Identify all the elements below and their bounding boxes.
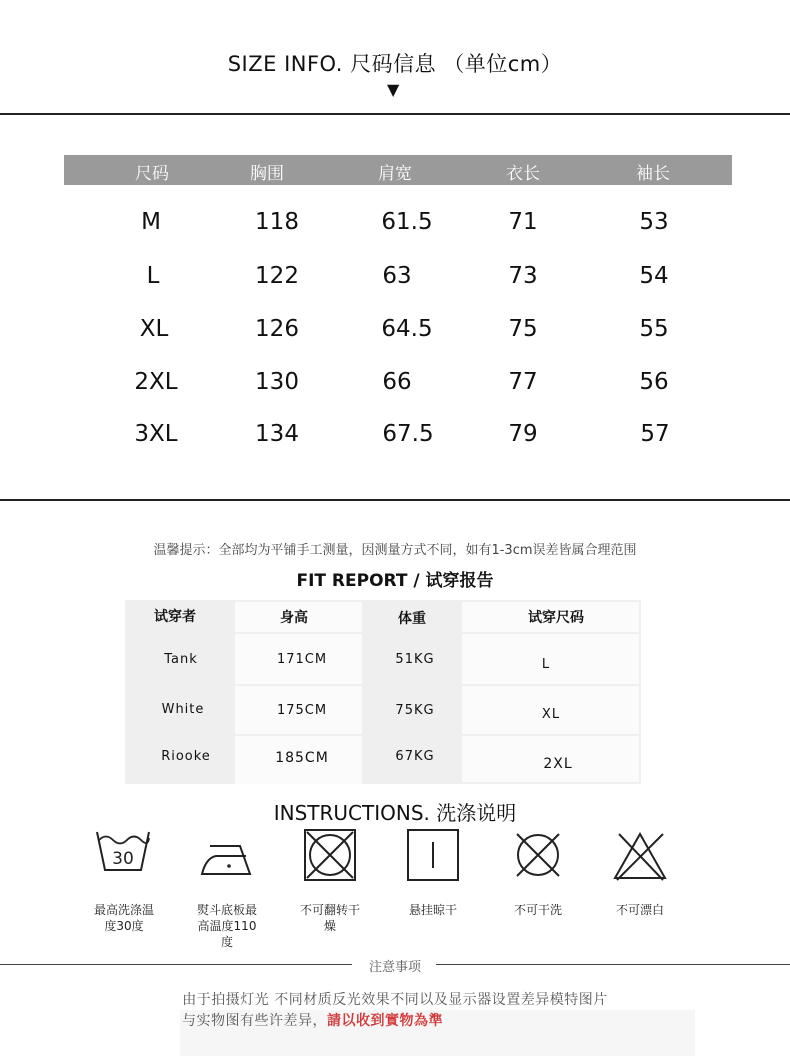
chest-cell: 122 — [255, 263, 299, 289]
table-row — [0, 316, 790, 356]
tester-weight: 51KG — [395, 652, 435, 667]
tester-size: 2XL — [543, 756, 573, 772]
divider-top — [0, 113, 790, 115]
shoulder-cell: 64.5 — [381, 316, 433, 342]
table-row — [0, 421, 790, 461]
header-height: 身高 — [280, 610, 308, 626]
care-label: 熨斗底板最高温度110度 — [196, 903, 257, 949]
tester-name: Tank — [164, 652, 198, 667]
tester-name: White — [161, 702, 205, 717]
line-dry-icon — [406, 828, 462, 884]
size-cell: 3XL — [134, 421, 178, 447]
size-table-header — [64, 155, 732, 185]
sleeve-cell: 56 — [639, 369, 669, 395]
size-cell: XL — [139, 316, 169, 342]
table-row — [0, 263, 790, 303]
chest-cell: 134 — [255, 421, 299, 447]
chest-cell: 130 — [255, 369, 299, 395]
header-weight: 体重 — [398, 611, 426, 627]
chest-cell: 118 — [255, 209, 299, 235]
size-cell: M — [141, 209, 161, 235]
table-row — [0, 369, 790, 409]
measurement-tip: 温馨提示：全部均为平铺手工测量，因测量方式不同，如有1-3cm误差皆属合理范围 — [153, 543, 637, 558]
size-cell: 2XL — [134, 369, 178, 395]
length-cell: 79 — [508, 421, 538, 447]
disclaimer-highlight: 請以收到實物為準 — [327, 1013, 443, 1029]
disclaimer-text: 与实物图有些许差异， — [182, 1013, 327, 1029]
wash-30-icon — [95, 828, 151, 884]
page-title: SIZE INFO. 尺码信息 （单位cm） — [227, 52, 563, 76]
tester-height: 175CM — [276, 703, 328, 718]
length-cell: 77 — [508, 369, 538, 395]
header-size: 尺码 — [135, 164, 169, 184]
header-tester: 试穿者 — [154, 609, 196, 625]
size-cell: L — [146, 263, 160, 289]
header-shoulder: 肩宽 — [378, 164, 412, 184]
care-label: 不可翻转干燥 — [299, 903, 360, 933]
no-tumble-dry-icon — [303, 828, 359, 884]
length-cell: 73 — [508, 263, 538, 289]
care-label: 不可干洗 — [513, 903, 562, 917]
tester-size: XL — [541, 707, 561, 722]
header-sleeve: 袖长 — [636, 164, 670, 184]
length-cell: 75 — [508, 316, 538, 342]
fit-report-title: FIT REPORT / 试穿报告 — [296, 571, 494, 591]
no-dry-clean-icon — [511, 828, 567, 884]
tester-weight: 67KG — [395, 749, 435, 764]
tester-height: 185CM — [275, 750, 329, 766]
instructions-title: INSTRUCTIONS. 洗涤说明 — [273, 801, 517, 825]
shoulder-cell: 63 — [382, 263, 412, 289]
tester-weight: 75KG — [395, 703, 435, 718]
shoulder-cell: 61.5 — [381, 209, 433, 235]
shoulder-cell: 66 — [382, 369, 412, 395]
chest-cell: 126 — [255, 316, 299, 342]
divider-middle — [0, 499, 790, 501]
tester-height: 171CM — [276, 652, 328, 667]
fit-report-table — [125, 600, 641, 784]
care-label: 悬挂晾干 — [408, 903, 457, 917]
no-bleach-icon — [613, 828, 669, 884]
sleeve-cell: 54 — [639, 263, 669, 289]
shoulder-cell: 67.5 — [382, 421, 434, 447]
care-label: 最高洗涤温度30度 — [93, 903, 154, 933]
disclaimer-line-1: 由于拍摄灯光 不同材质反光效果不同以及显示器设置差异模特图片 — [182, 992, 608, 1008]
iron-icon — [200, 828, 256, 884]
header-chest: 胸围 — [250, 164, 284, 184]
wash-temperature: 30 — [112, 849, 134, 869]
sleeve-cell: 53 — [639, 209, 669, 235]
care-label: 不可漂白 — [615, 903, 664, 917]
tester-name: Riooke — [161, 749, 211, 764]
disclaimer-line-2 — [182, 1010, 443, 1030]
table-row — [0, 209, 790, 249]
header-length: 衣长 — [506, 164, 540, 184]
sleeve-cell: 57 — [640, 421, 670, 447]
header-fit-size: 试穿尺码 — [528, 610, 584, 626]
tester-size: L — [541, 657, 551, 672]
length-cell: 71 — [508, 209, 538, 235]
notes-heading: 注意事项 — [368, 960, 421, 975]
down-arrow-icon: ▼ — [387, 80, 400, 99]
sleeve-cell: 55 — [639, 316, 669, 342]
